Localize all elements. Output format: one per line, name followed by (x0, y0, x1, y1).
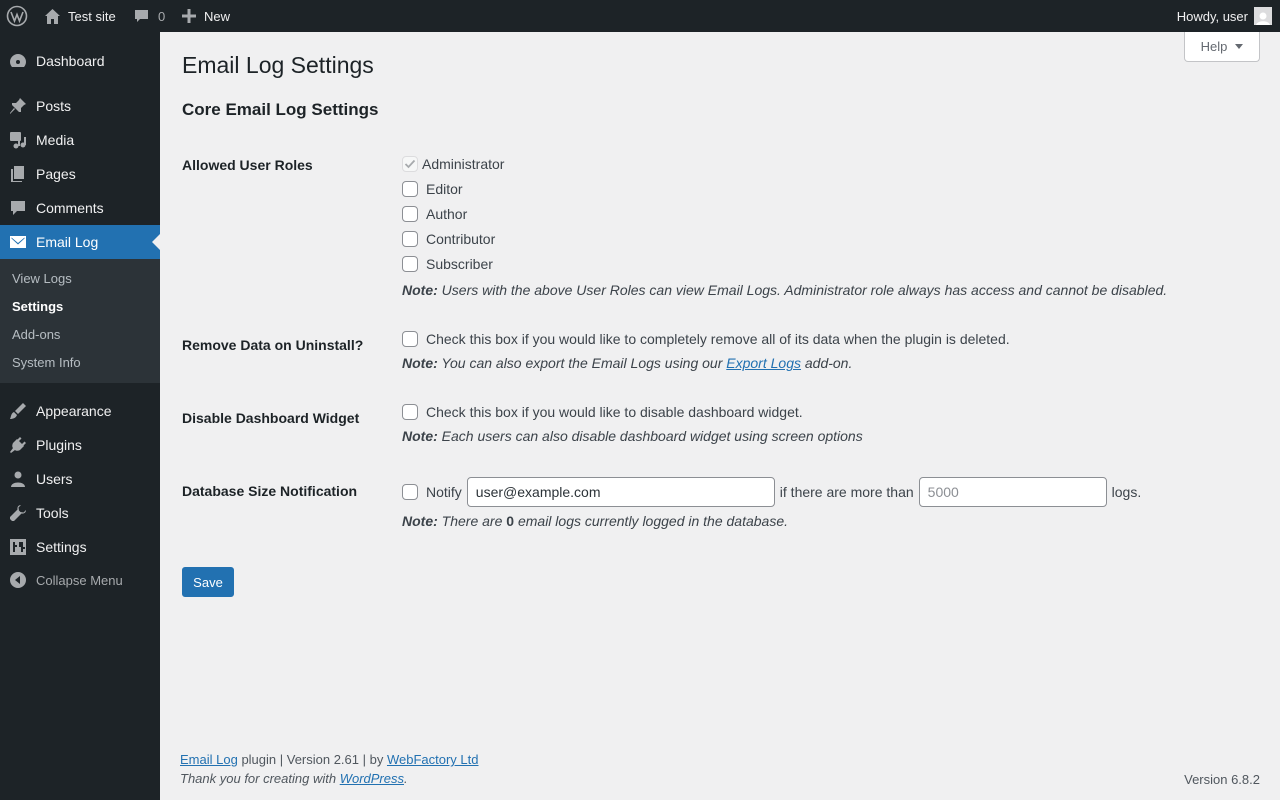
roles-note: Note: Users with the above User Roles can view Email Logs. Administrator role always has access and cannot be disabled. (402, 282, 1168, 298)
section-title: Core Email Log Settings (182, 100, 379, 119)
notify-email-input[interactable]: user@example.com (467, 477, 775, 507)
pages-icon (0, 165, 36, 183)
admin-sidebar (0, 32, 160, 800)
sidebar-item-plugins[interactable]: Plugins (0, 428, 160, 462)
envelope-icon (0, 233, 36, 251)
role-contributor-label[interactable]: Contributor (426, 231, 496, 247)
collapse-arrow-icon (0, 572, 36, 588)
caret-down-icon (1235, 44, 1243, 49)
page-title: Email Log Settings (182, 52, 374, 78)
media-icon (0, 131, 36, 149)
sidebar-item-users[interactable]: Users (0, 462, 160, 496)
sidebar-item-media[interactable]: Media (0, 123, 160, 157)
dashboard-widget-option[interactable] (402, 404, 803, 420)
new-label: New (204, 8, 231, 24)
dashboard-widget-note: Note: Each users can also disable dashboard widget using screen options (402, 428, 863, 444)
home-icon (44, 8, 61, 25)
sidebar-item-dashboard[interactable]: Dashboard (0, 44, 160, 78)
email-log-submenu (0, 259, 160, 383)
remove-data-checkbox-label[interactable]: Check this box if you would like to completely remove all of its data when the plugin is deleted. (426, 331, 1010, 347)
role-author-checkbox[interactable] (402, 206, 418, 222)
remove-data-checkbox[interactable] (402, 331, 418, 347)
site-name-link[interactable] (44, 0, 116, 32)
site-name: Test site (68, 8, 116, 24)
save-button[interactable]: Save (182, 567, 234, 597)
sidebar-item-appearance[interactable]: Appearance (0, 394, 160, 428)
remove-data-note: Note: You can also export the Email Logs using our Export Logs add-on. (402, 355, 853, 371)
comment-icon (134, 9, 149, 24)
sidebar-item-comments[interactable]: Comments (0, 191, 160, 225)
sidebar-item-settings[interactable]: Settings (0, 530, 160, 564)
my-account-link[interactable] (1177, 0, 1272, 32)
db-size-note: Note: There are 0 email logs currently logged in the database. (402, 513, 789, 529)
logs-suffix: logs. (1111, 484, 1142, 500)
sidebar-item-posts[interactable]: Posts (0, 89, 160, 123)
submenu-item-settings[interactable]: Settings (12, 299, 64, 314)
notify-label[interactable]: Notify (426, 484, 462, 500)
disable-dashboard-widget-label: Disable Dashboard Widget (182, 410, 360, 426)
disable-dashboard-widget-checkbox-label[interactable]: Check this box if you would like to disable dashboard widget. (426, 404, 803, 420)
role-contributor-checkbox[interactable] (402, 231, 418, 247)
collapse-menu-button[interactable]: Collapse Menu (0, 563, 160, 597)
role-subscriber-checkbox[interactable] (402, 256, 418, 272)
dashboard-icon (0, 52, 36, 70)
sidebar-item-email-log[interactable]: Email Log (0, 225, 160, 259)
brush-icon (0, 402, 36, 420)
help-button[interactable] (1184, 32, 1260, 62)
role-administrator-label: Administrator (422, 156, 505, 172)
thanks-footer: Thank you for creating with WordPress. (180, 771, 408, 786)
sidebar-item-tools[interactable]: Tools (0, 496, 160, 530)
wordpress-logo-icon[interactable] (6, 0, 28, 32)
help-label: Help (1200, 39, 1228, 54)
plugin-footer: Email Log plugin | Version 2.61 | by WebFactory Ltd (180, 752, 479, 767)
db-size-notification-label: Database Size Notification (182, 483, 358, 499)
role-author-label[interactable]: Author (426, 206, 468, 222)
log-count: 0 (506, 513, 515, 529)
submenu-item-view-logs[interactable]: View Logs (12, 271, 72, 286)
email-log-link[interactable]: Email Log (180, 752, 238, 767)
pin-icon (0, 97, 36, 115)
db-size-option (402, 477, 1141, 507)
submenu-item-add-ons[interactable]: Add-ons (12, 327, 61, 342)
plus-icon (182, 9, 196, 23)
comments-link[interactable] (134, 0, 165, 32)
export-logs-link[interactable]: Export Logs (726, 355, 801, 371)
main-content (160, 32, 1280, 800)
threshold-text: if there are more than (779, 484, 914, 500)
role-subscriber[interactable] (402, 256, 493, 272)
role-contributor[interactable] (402, 231, 495, 247)
role-administrator (402, 156, 504, 172)
admin-bar (0, 0, 1280, 32)
threshold-input[interactable]: 5000 (919, 477, 1107, 507)
wp-version: Version 6.8.2 (1184, 772, 1260, 787)
user-icon (0, 470, 36, 488)
role-editor-label[interactable]: Editor (426, 181, 463, 197)
role-administrator-checkbox (402, 156, 418, 172)
howdy-text: Howdy, user (1176, 8, 1248, 24)
settings-icon (0, 538, 36, 556)
plug-icon (0, 436, 36, 454)
role-author[interactable] (402, 206, 467, 222)
new-content-link[interactable] (182, 0, 230, 32)
wordpress-link[interactable]: WordPress (339, 771, 404, 786)
role-subscriber-label[interactable]: Subscriber (426, 256, 493, 272)
comment-icon (0, 199, 36, 217)
comments-count: 0 (158, 8, 166, 24)
role-editor[interactable] (402, 181, 463, 197)
notify-checkbox[interactable] (402, 484, 418, 500)
remove-data-label: Remove Data on Uninstall? (182, 337, 364, 353)
role-editor-checkbox[interactable] (402, 181, 418, 197)
webfactory-link[interactable]: WebFactory Ltd (386, 752, 479, 767)
allowed-user-roles-label: Allowed User Roles (182, 157, 313, 173)
submenu-item-system-info[interactable]: System Info (12, 355, 81, 370)
disable-dashboard-widget-checkbox[interactable] (402, 404, 418, 420)
remove-data-option[interactable] (402, 331, 1010, 347)
avatar (1254, 7, 1272, 25)
wrench-icon (0, 504, 36, 522)
sidebar-item-pages[interactable]: Pages (0, 157, 160, 191)
